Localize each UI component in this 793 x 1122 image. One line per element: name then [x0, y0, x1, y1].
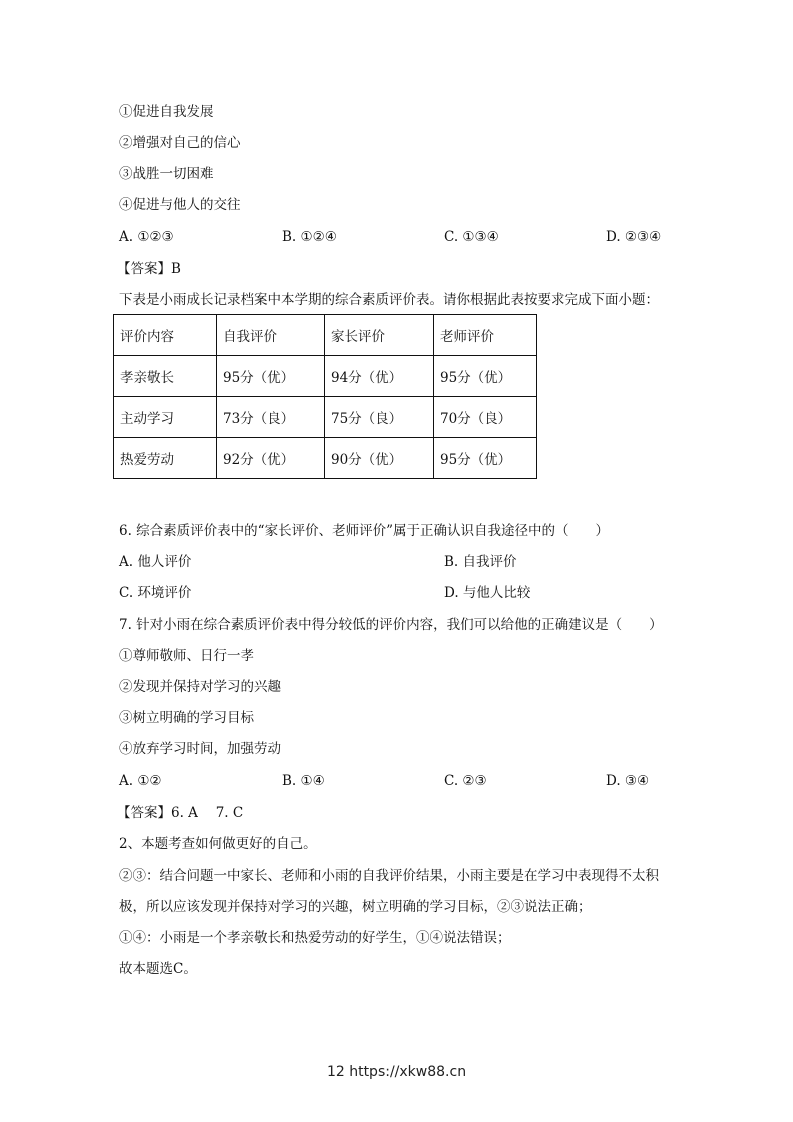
table-cell: 热爱劳动 [114, 438, 217, 479]
analysis-line: ①④：小雨是一个孝亲敬长和热爱劳动的好学生，①④说法错误； [119, 930, 511, 946]
statement-item: ③树立明确的学习目标 [119, 710, 254, 726]
analysis-line: 2、本题考查如何做更好的自己。 [119, 836, 317, 852]
statement-item: ①促进自我发展 [119, 104, 214, 120]
analysis-line: 故本题选C。 [119, 961, 197, 977]
table-row [114, 356, 537, 397]
statement-item: ②发现并保持对学习的兴趣 [119, 679, 281, 695]
answer-line: 【答案】B [117, 261, 181, 277]
table-header-cell: 家长评价 [325, 315, 434, 356]
statement-item: ④促进与他人的交往 [119, 197, 241, 213]
statement-item: ②增强对自己的信心 [119, 135, 241, 151]
statement-item: ①尊师敬师、日行一孝 [119, 648, 254, 664]
answer-line: 【答案】6. A 7. C [117, 805, 244, 821]
statement-item: ④放弃学习时间，加强劳动 [119, 741, 281, 757]
statement-item: ③战胜一切困难 [119, 166, 214, 182]
table-cell: 95分（优） [434, 356, 537, 397]
table-cell: 73分（良） [217, 397, 325, 438]
table-header-cell: 老师评价 [434, 315, 537, 356]
table-cell: 92分（优） [217, 438, 325, 479]
table-header-cell: 自我评价 [217, 315, 325, 356]
option-b: B. 自我评价 [444, 554, 517, 570]
option-d: D. 与他人比较 [444, 585, 531, 601]
table-header-cell: 评价内容 [114, 315, 217, 356]
table-cell: 90分（优） [325, 438, 434, 479]
table-cell: 95分（优） [434, 438, 537, 479]
table-row [114, 438, 537, 479]
option-c: C. ②③ [444, 773, 487, 789]
question-7-stem: 7. 针对小雨在综合素质评价表中得分较低的评价内容，我们可以给他的正确建议是（ ） [119, 617, 663, 633]
table-cell: 孝亲敬长 [114, 356, 217, 397]
table-header-row [114, 315, 537, 356]
table-row [114, 397, 537, 438]
table-cell: 70分（良） [434, 397, 537, 438]
page-footer: 12 https://xkw88.cn [326, 1064, 467, 1080]
table-cell: 94分（优） [325, 356, 434, 397]
option-c: C. 环境评价 [119, 585, 192, 601]
table-cell: 95分（优） [217, 356, 325, 397]
question-6-stem: 6. 综合素质评价表中的“家长评价、老师评价”属于正确认识自我途径中的（ ） [119, 523, 609, 539]
option-a: A. ①②③ [119, 229, 174, 245]
analysis-line: ②③：结合问题一中家长、老师和小雨的自我评价结果，小雨主要是在学习中表现得不太积 [119, 868, 659, 884]
option-c: C. ①③④ [444, 229, 499, 245]
option-d: D. ③④ [606, 773, 650, 789]
option-a: A. 他人评价 [119, 554, 192, 570]
table-intro: 下表是小雨成长记录档案中本学期的综合素质评价表。请你根据此表按要求完成下面小题： [119, 292, 659, 308]
evaluation-table [113, 314, 537, 479]
analysis-line: 极，所以应该发现并保持对学习的兴趣，树立明确的学习目标，②③说法正确； [119, 899, 592, 915]
option-a: A. ①② [119, 773, 162, 789]
table-cell: 75分（良） [325, 397, 434, 438]
table-cell: 主动学习 [114, 397, 217, 438]
option-b: B. ①②④ [282, 229, 337, 245]
option-d: D. ②③④ [606, 229, 662, 245]
option-b: B. ①④ [282, 773, 325, 789]
